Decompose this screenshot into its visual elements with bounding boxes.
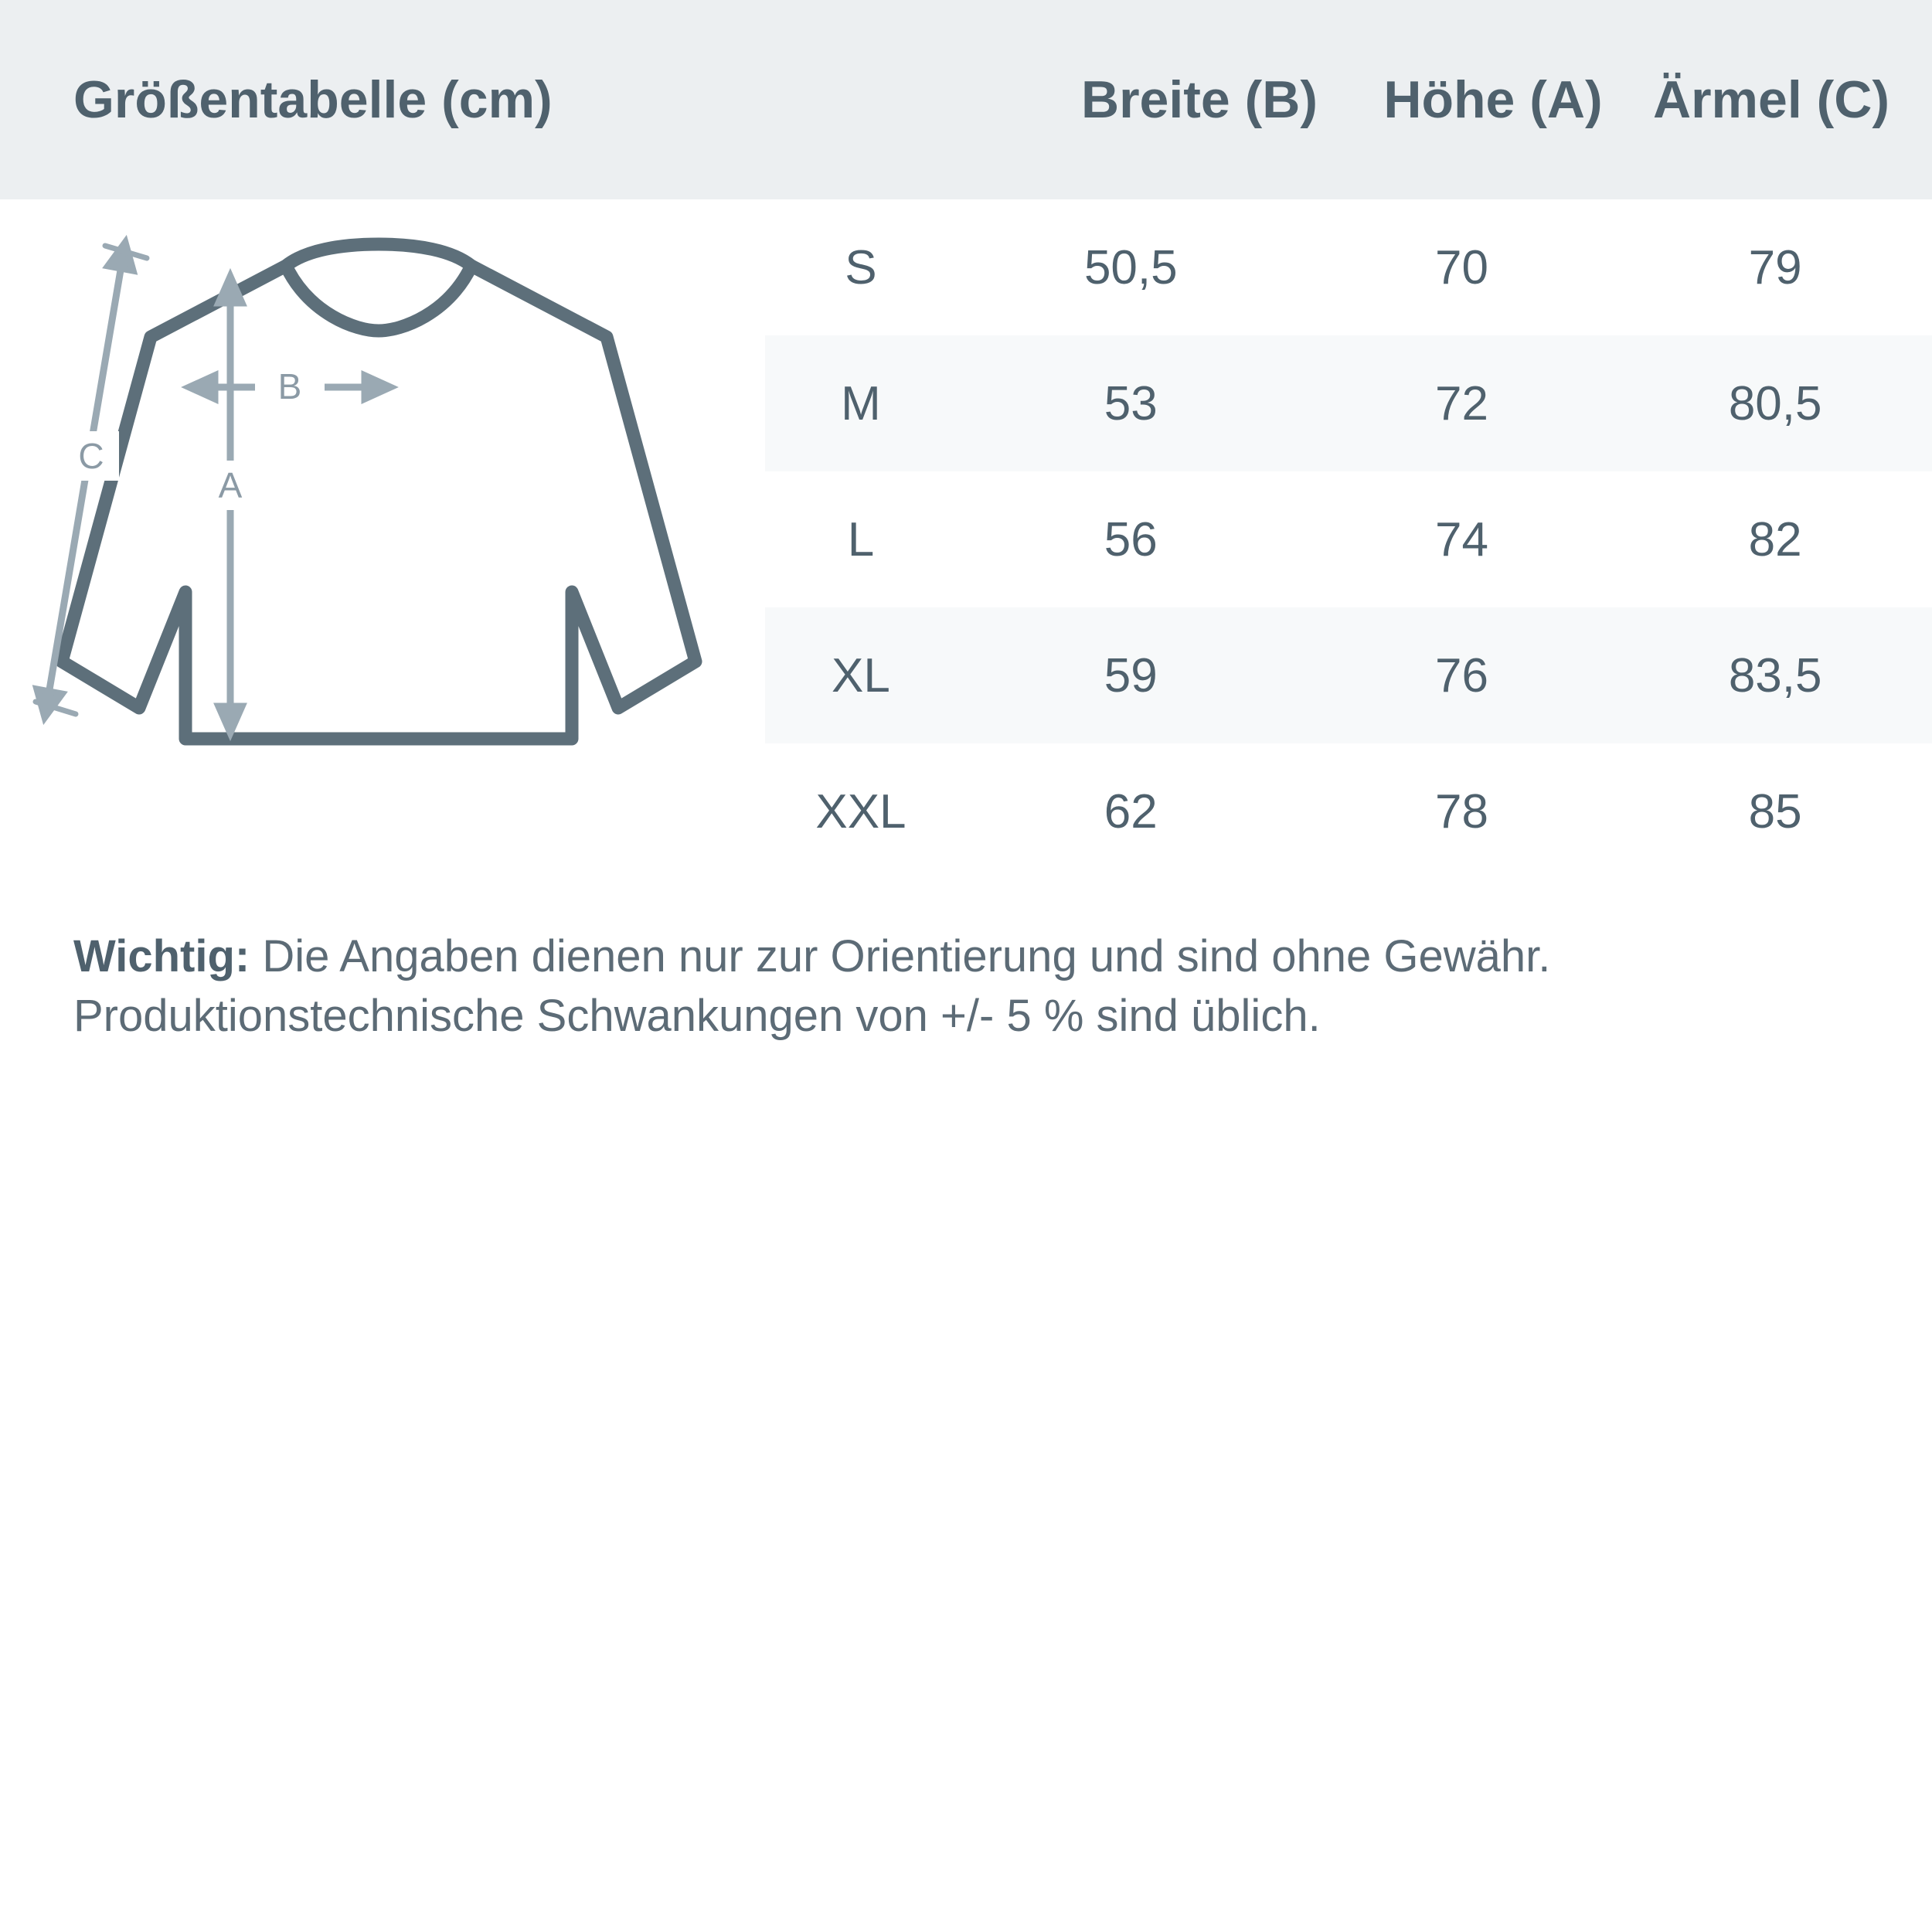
- table-row: [765, 607, 1932, 743]
- disclaimer-text: Die Angaben dienen nur zur Orientierung und sind ohne Gewähr. Produktionstechnische Schwankungen von +/- 5 % sind üblich.: [73, 931, 1551, 1041]
- cell-size: M: [841, 376, 881, 430]
- table-row: [765, 471, 1932, 607]
- chart-body: [0, 199, 1932, 879]
- cell-height: 74: [1434, 512, 1488, 566]
- garment-diagram: [0, 199, 765, 774]
- cell-width: 59: [1104, 648, 1158, 702]
- cell-width: 56: [1104, 512, 1158, 566]
- table-row: [765, 199, 1932, 335]
- size-table: [765, 199, 1932, 879]
- label-sleeve: C: [78, 436, 104, 476]
- cell-width: 50,5: [1083, 240, 1178, 294]
- cell-height: 70: [1434, 240, 1488, 294]
- cell-size: XXL: [815, 784, 906, 838]
- page-title: Größentabelle (cm): [73, 70, 553, 129]
- label-height: A: [218, 465, 243, 505]
- cell-size: S: [845, 240, 877, 294]
- cell-width: 62: [1104, 784, 1158, 838]
- cell-sleeve: 80,5: [1728, 376, 1822, 430]
- disclaimer-note: [0, 879, 1932, 1046]
- cell-width: 53: [1104, 376, 1158, 430]
- cell-size: XL: [832, 648, 890, 702]
- column-header-width: Breite (B): [1080, 70, 1318, 129]
- column-header-sleeve: Ärmel (C): [1652, 70, 1890, 129]
- sweatshirt-icon: [31, 229, 757, 770]
- cell-sleeve: 83,5: [1728, 648, 1822, 702]
- cell-sleeve: 85: [1748, 784, 1802, 838]
- header-columns: [1045, 70, 1932, 130]
- cell-height: 76: [1434, 648, 1488, 702]
- cell-height: 72: [1434, 376, 1488, 430]
- cell-sleeve: 79: [1748, 240, 1802, 294]
- cell-size: L: [847, 512, 875, 566]
- table-row: [765, 335, 1932, 471]
- disclaimer-lead: Wichtig:: [73, 931, 250, 981]
- label-width: B: [277, 366, 302, 406]
- column-header-height: Höhe (A): [1383, 70, 1603, 129]
- table-header: [0, 0, 1932, 199]
- size-table-wrap: [765, 199, 1932, 879]
- table-row: [765, 743, 1932, 879]
- cell-height: 78: [1434, 784, 1488, 838]
- cell-sleeve: 82: [1748, 512, 1802, 566]
